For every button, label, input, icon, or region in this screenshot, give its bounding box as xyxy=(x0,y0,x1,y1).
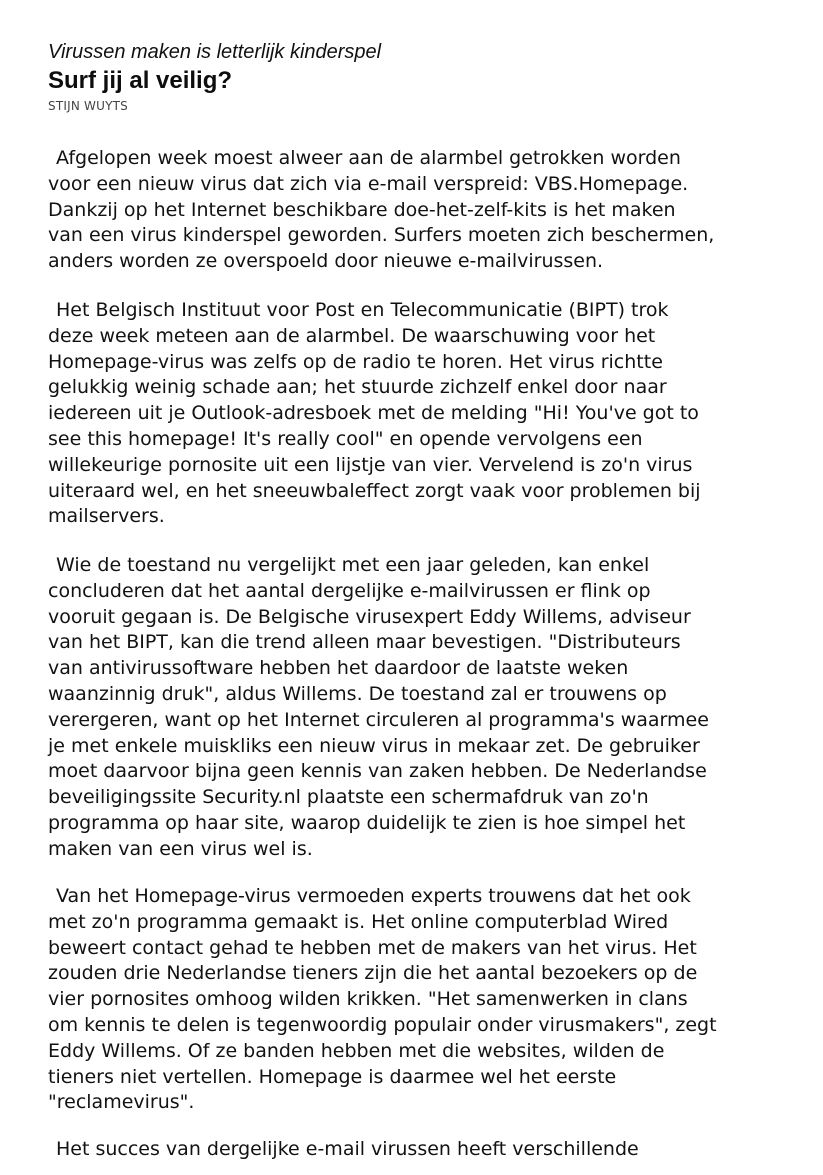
text-line: beweert contact gehad te hebben met de makers van het virus. Het xyxy=(48,936,697,959)
text-line: beveiligingssite Security.nl plaatste een schermafdruk van zo'n xyxy=(48,786,649,809)
text-line: iedereen uit je Outlook-adresboek met de melding "Hi! You've got to xyxy=(48,402,699,425)
text-line: anders worden ze overspoeld door nieuwe e-mailvirussen. xyxy=(48,250,604,273)
text-line: deze week meteen aan de alarmbel. De waarschuwing voor het xyxy=(48,324,656,347)
text-line: Homepage-virus was zelfs op de radio te horen. Het virus richtte xyxy=(48,350,663,373)
text-line: verergeren, want op het Internet circuleren al programma's waarmee xyxy=(48,708,709,731)
text-line: vier pornosites omhoog wilden krikken. "Het samenwerken in clans xyxy=(48,988,688,1011)
text-line: vooruit gegaan is. De Belgische virusexpert Eddy Willems, adviseur xyxy=(48,605,691,628)
article-headline: Surf jij al veilig? xyxy=(48,67,233,94)
paragraph-4 xyxy=(48,884,717,1116)
text-line: Eddy Willems. Of ze banden hebben met die websites, wilden de xyxy=(48,1039,665,1062)
text-line: met zo'n programma gemaakt is. Het online computerblad Wired xyxy=(48,910,669,933)
text-line: "reclamevirus". xyxy=(48,1091,195,1114)
paragraph-5 xyxy=(48,1137,639,1163)
text-line: van antivirussoftware hebben het daardoor de laatste weken xyxy=(48,657,629,680)
text-line: om kennis te delen is tegenwoordig populair onder virusmakers", zegt xyxy=(48,1013,717,1036)
text-line: Het succes van dergelijke e-mail virussen heeft verschillende xyxy=(56,1138,639,1160)
text-line: Wie de toestand nu vergelijkt met een jaar geleden, kan enkel xyxy=(56,554,650,576)
text-line: see this homepage! It's really cool" en opende vervolgens een xyxy=(48,427,643,450)
text-line: van het BIPT, kan die trend alleen maar bevestigen. "Distributeurs xyxy=(48,631,681,654)
text-line: Van het Homepage-virus vermoeden experts trouwens dat het ook xyxy=(56,885,691,907)
text-line: moet daarvoor bijna geen kennis van zaken hebben. De Nederlandse xyxy=(48,760,707,783)
paragraph-1 xyxy=(48,146,714,275)
text-line: willekeurige pornosite uit een lijstje van vier. Vervelend is zo'n virus xyxy=(48,453,693,476)
text-line: Afgelopen week moest alweer aan de alarmbel getrokken worden xyxy=(56,147,681,169)
text-line: van een virus kinderspel geworden. Surfers moeten zich beschermen, xyxy=(48,224,715,247)
text-line: Dankzij op het Internet beschikbare doe-het-zelf-kits is het maken xyxy=(48,198,676,221)
paragraph-2 xyxy=(48,298,701,530)
text-line: concluderen dat het aantal dergelijke e-mailvirussen er flink op xyxy=(48,579,651,602)
text-line: waanzinnig druk", aldus Willems. De toestand zal er trouwens op xyxy=(48,682,667,705)
text-line: mailservers. xyxy=(48,505,165,528)
article-kicker: Virussen maken is letterlijk kinderspel xyxy=(48,41,382,63)
article-byline: STIJN WUYTS xyxy=(48,99,128,113)
text-line: je met enkele muiskliks een nieuw virus in mekaar zet. De gebruiker xyxy=(48,734,700,757)
text-line: voor een nieuw virus dat zich via e-mail verspreid: VBS.Homepage. xyxy=(48,172,689,195)
text-line: uiteraard wel, en het sneeuwbaleffect zorgt vaak voor problemen bij xyxy=(48,479,701,502)
text-line: tieners niet vertellen. Homepage is daarmee wel het eerste xyxy=(48,1065,617,1088)
text-line: zouden drie Nederlandse tieners zijn die het aantal bezoekers op de xyxy=(48,962,698,985)
text-line: programma op haar site, waarop duidelijk te zien is hoe simpel het xyxy=(48,811,686,834)
text-line: maken van een virus wel is. xyxy=(48,837,313,860)
text-line: Het Belgisch Instituut voor Post en Telecommunicatie (BIPT) trok xyxy=(56,299,669,321)
text-line: gelukkig weinig schade aan; het stuurde zichzelf enkel door naar xyxy=(48,376,667,399)
paragraph-3 xyxy=(48,553,709,863)
